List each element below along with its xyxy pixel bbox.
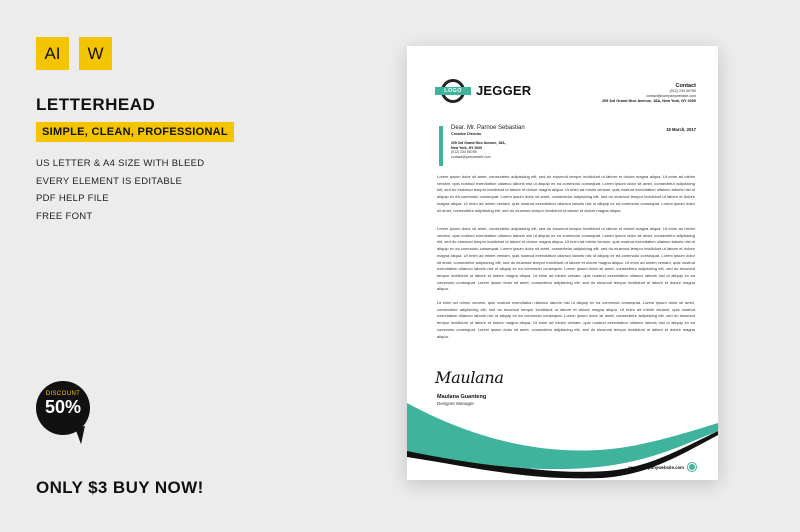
signer-role: Designer Manager bbox=[437, 401, 475, 406]
company-name: JEGGER bbox=[476, 83, 532, 98]
recipient-accent-bar bbox=[439, 126, 443, 166]
feature-list bbox=[36, 155, 204, 225]
word-badge: W bbox=[79, 37, 112, 70]
product-title: LETTERHEAD bbox=[36, 95, 156, 114]
feature-item: US LETTER & A4 SIZE WITH BLEED bbox=[36, 158, 205, 169]
discount-label: DISCOUNT bbox=[45, 391, 81, 397]
recipient-address-line: 205 3rd Grand Nice Avenue, 18A, bbox=[451, 141, 506, 145]
website-footer bbox=[628, 463, 696, 471]
feature-item: PDF HELP FILE bbox=[36, 193, 109, 204]
feature-item: EVERY ELEMENT IS EDITABLE bbox=[36, 175, 183, 187]
format-badges bbox=[36, 37, 112, 70]
tagline-banner: SIMPLE, CLEAN, PROFESSIONAL bbox=[36, 122, 234, 142]
signature: Maulana bbox=[435, 368, 504, 387]
paragraph-text: Lorem ipsum dolor sit amet, consectetur adipisicing elit, sed do eiusmod tempor incididunt ut labore et dolore magna aliqua. Ut enim ad minim veniam, quis nostrud exercitation ullamco laboris nisi ut aliquip ex ea commodo consequat. Lorem ipsum dolor sit amet, consectetur adipisicing elit, sed do eiusmod tempor incididunt ut labore et dolore magna aliqua. Ut enim ad minim veniam, quis nostrud exercitation ullamco laboris nisi ut aliquip ex ea commodo consequat. Lorem ipsum dolor sit amet, consectetur adipisicing elit, sed do eiusmod tempor incididunt ut labore et dolore magna aliqua. Ut enim ad minim veniam, quis nostrud exercitation ullamco laboris nisi ut aliquip ex ea commodo consequat. Lorem ipsum dolor sit amet, consectetur adipisicing elit, sed do eiusmod tempor incididunt ut labore et dolore magna aliqua. bbox=[437, 174, 695, 213]
feature-item: FREE FONT bbox=[36, 210, 93, 222]
paragraph-text: Lorem ipsum dolor sit amet, consectetur adipisicing elit, sed do eiusmod tempor incididunt ut labore et dolore magna aliqua. Ut enim ad minim veniam, quis nostrud exercitation ullamco laboris nisi ut aliquip ex ea commodo consequat. Lorem ipsum dolor sit amet, consectetur adipisicing elit, sed do eiusmod tempor incididunt ut labore et dolore magna aliqua. Ut enim ad minim veniam, quis nostrud exercitation ullamco laboris nisi ut aliquip ex ea commodo consequat. Lorem ipsum dolor sit amet, consectetur adipisicing elit, sed do eiusmod tempor incididunt ut labore et dolore magna aliqua. Ut enim ad minim veniam, quis nostrud exercitation ullamco laboris nisi ut aliquip ex ea commodo consequat. Lorem ipsum dolor sit amet, consectetur adipisicing elit, sed do eiusmod tempor incididunt ut labore et dolore magna aliqua. Ut enim ad minim veniam, quis nostrud exercitation ullamco laboris nisi ut aliquip ex ea commodo consequat. Lorem ipsum dolor sit amet, consectetur adipisicing elit, sed do eiusmod tempor incididunt ut labore et dolore magna aliqua. Ut enim ad minim veniam, quis nostrud exercitation ullamco laboris nisi ut aliquip ex ea commodo consequat. Lorem ipsum dolor sit amet, consectetur adipisicing elit, sed do eiusmod tempor incididunt ut labore et dolore magna aliqua. bbox=[437, 226, 695, 292]
discount-bubble bbox=[36, 381, 90, 435]
recipient-title: Creative Director bbox=[451, 132, 482, 136]
paragraph-text: Ut enim ad minim veniam, quis nostrud exercitation ullamco laboris nisi ut aliquip ex ea commodo consequat. Lorem ipsum dolor sit amet, consectetur adipisicing elit, sed do eiusmod tempor incididunt ut labore et dolore magna aliqua. Ut enim ad minim veniam, quis nostrud exercitation ullamco laboris nisi ut aliquip ex ea commodo consequat. Lorem ipsum dolor sit amet, consectetur adipisicing elit, sed do eiusmod tempor incididunt ut labore et dolore magna aliqua. Ut enim ad minim veniam, quis nostrud exercitation ullamco laboris nisi ut aliquip ex ea commodo consequat. Lorem ipsum dolor sit amet, consectetur adipisicing elit, sed do eiusmod tempor incididunt ut labore et dolore magna aliqua. bbox=[437, 300, 695, 339]
letterhead-paper bbox=[407, 46, 718, 480]
body-paragraph bbox=[437, 226, 695, 293]
contact-block bbox=[602, 83, 696, 104]
contact-address: 205 3rd Grand Nice Avenue, 18A, New York, NY 2000 bbox=[601, 99, 696, 103]
recipient-address-line: New York, NY 2000 bbox=[451, 145, 483, 150]
recipient-block bbox=[451, 125, 525, 159]
website-url[interactable]: www.companywebsite.com bbox=[628, 464, 684, 470]
discount-value: 50% bbox=[44, 397, 82, 417]
recipient-address bbox=[451, 141, 525, 159]
recipient-email: contact@parnoeweb.com bbox=[451, 154, 491, 159]
body-paragraph bbox=[437, 300, 695, 340]
contact-email: contact@companywebsite.com bbox=[646, 94, 696, 98]
recipient-phone: (012) 234 56789 bbox=[451, 150, 477, 155]
company-logo bbox=[435, 79, 545, 107]
logo-label: LOGO bbox=[435, 87, 471, 95]
recipient-name: Dear. Mr. Parnoe Sebastian bbox=[451, 125, 525, 131]
letter-date: 15 March, 2017 bbox=[666, 127, 696, 132]
contact-phone: (012) 234 56789 bbox=[669, 89, 696, 93]
contact-heading: Contact bbox=[675, 83, 696, 89]
body-paragraph bbox=[437, 174, 695, 214]
signer-name: Maulana Guanteng bbox=[437, 394, 487, 400]
buy-now-text[interactable]: ONLY $3 BUY NOW! bbox=[36, 478, 204, 497]
globe-icon bbox=[688, 463, 696, 471]
illustrator-badge: AI bbox=[36, 37, 69, 70]
